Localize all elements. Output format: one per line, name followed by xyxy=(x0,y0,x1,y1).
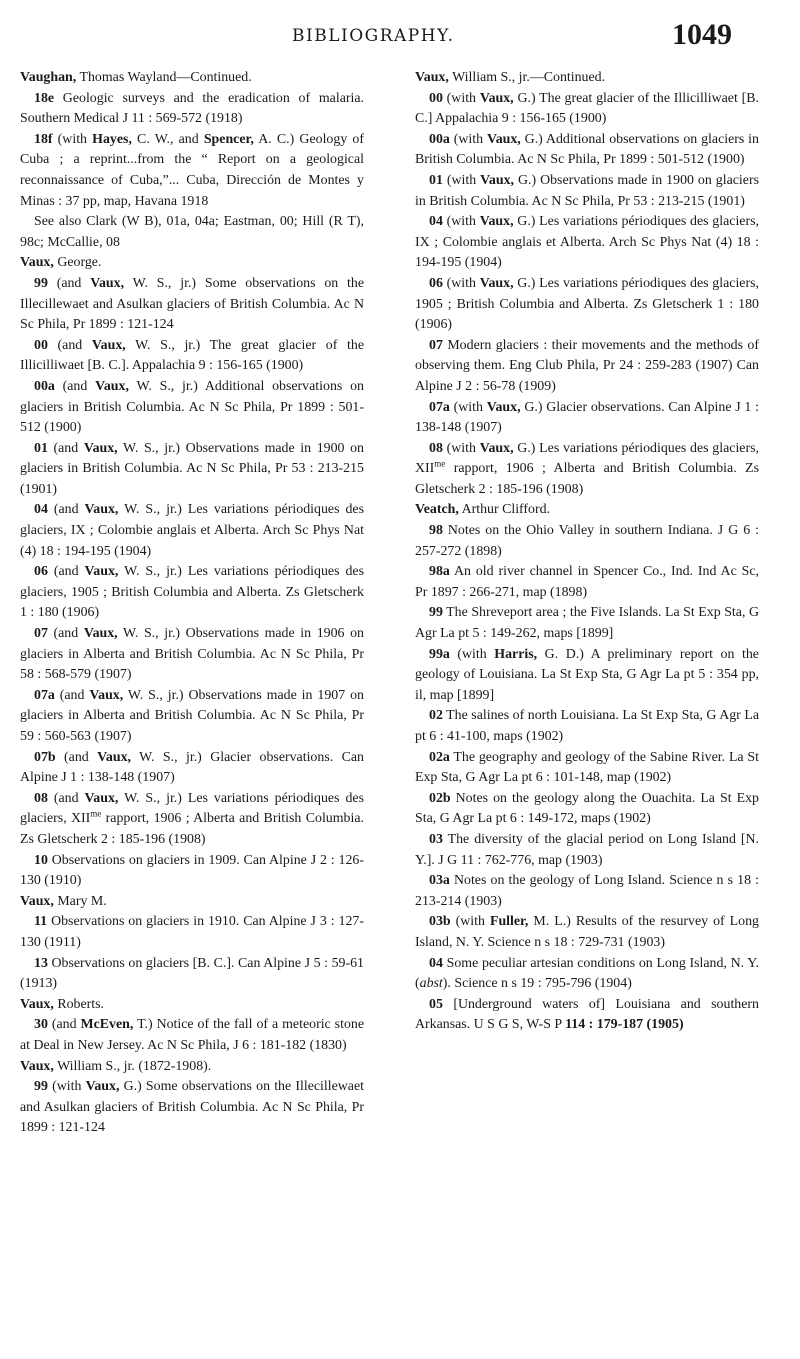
entry-text: G. D.) A preliminary report on the geology of Louisiana. La St Exp Sta, G Agr La pt 5 : 354 pp, il, map [1899] xyxy=(415,646,759,703)
bibliography-entry xyxy=(415,954,759,995)
entry-number: 98a xyxy=(429,564,450,580)
author-heading xyxy=(20,68,364,89)
coauthor-name: McEven, xyxy=(80,1017,134,1033)
bibliography-entry xyxy=(415,912,759,953)
entry-text: W. S., jr.) The great glacier of the Illicilliwaet [B. C.]. Appalachia 9 : 156-165 (1900) xyxy=(20,337,364,374)
entry-text: (with xyxy=(52,131,93,147)
bibliography-entry xyxy=(415,603,759,644)
entry-text: An old river channel in Spencer Co., Ind. Ind Ac Sc, Pr 1897 : 266-271, map (1898) xyxy=(415,564,759,600)
entry-text: G.) Observations made in 1900 on glaciers in British Columbia. Ac N Sc Phila, Pr 53 : 213-215 (1901) xyxy=(415,172,759,209)
entry-text: Modern glaciers : their movements and the methods of observing them. Eng Club Phila, Pr 24 : 259-283 (1907) Can Alpine J 2 : 56-78 (1909) xyxy=(415,337,759,394)
left-column xyxy=(20,68,364,1139)
entry-text: Notes on the geology of Long Island. Science n s 18 : 213-214 (1903) xyxy=(415,873,759,909)
coauthor-name: Vaux, xyxy=(479,440,514,456)
entry-number: 01 xyxy=(34,440,48,456)
coauthor-name: Vaux, xyxy=(486,399,521,415)
bibliography-entry xyxy=(20,789,364,851)
entry-text: ). Science n s 19 : 795-796 (1904) xyxy=(442,976,632,992)
entry-number: 04 xyxy=(429,955,443,971)
coauthor-name: Spencer, xyxy=(203,131,254,147)
author-name: Veatch, xyxy=(415,502,459,518)
author-name: Vaughan, xyxy=(20,70,77,85)
entry-number: 07b xyxy=(34,749,56,765)
author-detail: Thomas Wayland—Continued. xyxy=(76,70,252,85)
coauthor-name: Vaux, xyxy=(89,687,124,703)
entry-number: 99 xyxy=(34,275,48,291)
entry-number: 06 xyxy=(429,275,443,291)
bibliography-entry xyxy=(20,954,364,995)
entry-text: (with xyxy=(442,275,480,291)
entry-number: 07 xyxy=(429,337,443,353)
entry-text: Notes on the Ohio Valley in southern Indiana. J G 6 : 257-272 (1898) xyxy=(415,523,759,559)
entry-number: 99 xyxy=(429,605,443,621)
entry-text: C. W., and xyxy=(131,131,204,147)
bibliography-entry xyxy=(415,995,759,1036)
entry-text: (with xyxy=(442,440,480,456)
entry-number: 99a xyxy=(429,646,450,662)
bibliography-entry xyxy=(415,789,759,830)
bibliography-entry xyxy=(20,562,364,624)
entry-text: G.) Les variations périodiques des glaciers, XII xyxy=(415,440,759,477)
author-heading xyxy=(20,995,364,1016)
page-header xyxy=(0,18,800,58)
author-name: Vaux, xyxy=(20,996,54,1012)
author-heading xyxy=(415,500,759,521)
entry-text: W. S., jr.) Glacier observations. Can Alpine J 1 : 138-148 (1907) xyxy=(20,749,364,786)
author-detail: William S., jr. (1872-1908). xyxy=(53,1058,212,1074)
entry-text: [Underground waters of] Louisiana and southern Arkansas. U S G S, W-S P xyxy=(415,996,759,1033)
coauthor-name: Vaux, xyxy=(84,790,119,806)
entry-text: (and xyxy=(47,626,84,642)
coauthor-name: Vaux, xyxy=(479,90,514,106)
entry-text: A. C.) Geology of Cuba ; a reprint...from the “ Report on a geological reconnaissance of Cuba,”... Cuba, Dirección de Montes y Minas : 37 pp, map, Havana 1918 xyxy=(20,131,364,209)
entry-number: 04 xyxy=(34,502,48,518)
bibliography-entry xyxy=(20,686,364,748)
entry-number: 18f xyxy=(34,131,53,147)
entry-text: Geologic surveys and the eradication of malaria. Southern Medical J 11 : 569-572 (1918) xyxy=(20,90,364,127)
bibliography-entry xyxy=(415,274,759,336)
italic-note: abst xyxy=(419,976,443,992)
entry-number: 00 xyxy=(429,90,443,106)
entry-text: The salines of north Louisiana. La St Exp Sta, G Agr La pt 6 : 41-100, maps (1902) xyxy=(415,708,759,744)
entry-number: 30 xyxy=(34,1017,48,1033)
entry-text: (with xyxy=(442,172,481,188)
coauthor-name: Vaux, xyxy=(84,564,119,580)
entry-text: W. S., jr.) Les variations périodiques des glaciers, 1905 ; British Columbia and Alberta. Zs Gletscherk 1 : 180 (1906) xyxy=(20,564,364,621)
entry-text: Observations on glaciers in 1910. Can Alpine J 3 : 127-130 (1911) xyxy=(20,914,364,950)
bibliography-entry xyxy=(415,830,759,871)
bibliography-entry xyxy=(415,439,759,501)
coauthor-name: Vaux, xyxy=(90,275,125,291)
entry-text: Observations on glaciers in 1909. Can Alpine J 2 : 126-130 (1910) xyxy=(20,852,364,889)
entry-citation: 114 : 179-187 (1905) xyxy=(565,1017,684,1033)
bibliography-entry xyxy=(415,89,759,130)
bibliography-entry xyxy=(20,439,364,501)
entry-text: M. L.) Results of the resurvey of Long Island, N. Y. Science n s 18 : 729-731 (1903) xyxy=(415,914,759,950)
running-title: BIBLIOGRAPHY. xyxy=(292,26,455,46)
entry-text: The geography and geology of the Sabine River. La St Exp Sta, G Agr La pt 6 : 101-148, map (1902) xyxy=(415,749,759,786)
bibliography-entry xyxy=(415,645,759,707)
coauthor-name: Harris, xyxy=(494,646,538,662)
entry-text: (with xyxy=(442,90,480,106)
author-name: Vaux, xyxy=(20,893,54,909)
entry-number: 00 xyxy=(34,337,48,353)
bibliography-entry xyxy=(415,336,759,398)
entry-text: (with xyxy=(450,914,490,930)
entry-number: 03a xyxy=(429,873,450,889)
bibliography-entry xyxy=(415,398,759,439)
entry-text: (with xyxy=(47,1079,86,1095)
author-heading xyxy=(20,892,364,913)
entry-number: 00a xyxy=(34,378,55,394)
entry-number: 08 xyxy=(34,790,48,806)
bibliography-entry xyxy=(415,706,759,747)
entry-text: Notes on the geology along the Ouachita. La St Exp Sta, G Agr La pt 6 : 149-172, maps (1902) xyxy=(415,790,759,827)
entry-text: W. S., jr.) Observations made in 1906 on glaciers in Alberta and British Columbia. Ac N Sc Phila, Pr 58 : 568-579 (1907) xyxy=(20,626,364,683)
entry-text: (and xyxy=(47,564,85,580)
entry-text: (with xyxy=(449,646,495,662)
bibliography-entry xyxy=(415,521,759,562)
entry-number: 11 xyxy=(34,914,48,930)
bibliography-entry xyxy=(20,1077,364,1139)
entry-number: 03b xyxy=(429,914,451,930)
author-heading xyxy=(415,68,759,89)
entry-number: 02b xyxy=(429,790,451,806)
entry-number: 01 xyxy=(429,172,443,188)
bibliography-entry xyxy=(415,130,759,171)
bibliography-entry xyxy=(20,130,364,212)
entry-text: G.) Additional observations on glaciers in British Columbia. Ac N Sc Phila, Pr 1899 : 501-512 (1900) xyxy=(415,131,759,168)
bibliography-entry xyxy=(415,562,759,603)
entry-number: 18e xyxy=(34,90,55,106)
coauthor-name: Hayes, xyxy=(92,131,132,147)
see-also-note xyxy=(20,212,364,253)
author-detail: Mary M. xyxy=(53,893,107,909)
author-heading xyxy=(20,253,364,274)
entry-number: 07 xyxy=(34,626,48,642)
coauthor-name: Vaux, xyxy=(91,337,126,353)
entry-number: 99 xyxy=(34,1079,48,1095)
entry-number: 07a xyxy=(34,687,55,703)
superscript: me xyxy=(90,808,102,819)
bibliography-entry xyxy=(415,171,759,212)
entry-number: 13 xyxy=(34,955,48,971)
entry-text: G.) Les variations périodiques des glaciers, IX ; Colombie anglais et Alberta. Arch Sc Phys Nat (4) 18 : 194-195 (1904) xyxy=(415,214,759,271)
entry-text: G.) Les variations périodiques des glaciers, 1905 ; British Columbia and Alberta. Zs Gletscherk 1 : 180 (1906) xyxy=(415,275,759,333)
entry-text: G.) Some observations on the Illecillewaet and Asulkan glaciers of British Columbia. Ac N Sc Phila, Pr 1899 : 121-124 xyxy=(20,1079,364,1136)
coauthor-name: Vaux, xyxy=(480,172,515,188)
author-name: Vaux, xyxy=(20,255,54,271)
coauthor-name: Vaux, xyxy=(83,626,118,642)
entry-number: 05 xyxy=(429,996,443,1012)
bibliography-entry xyxy=(20,336,364,377)
coauthor-name: Vaux, xyxy=(479,214,514,230)
entry-text: See also Clark (W B), 01a, 04a; Eastman, 00; Hill (R T), 98c; McCallie, 08 xyxy=(20,214,364,250)
entry-text: rapport, 1906 ; Alberta and British Columbia. Zs Gletscherk 2 : 185-196 (1908) xyxy=(415,461,759,497)
author-heading xyxy=(20,1057,364,1078)
author-detail: Arthur Clifford. xyxy=(458,502,551,518)
entry-text: T.) Notice of the fall of a meteoric stone at Deal in New Jersey. Ac N Sc Phila, J 6 : 181-182 (1830) xyxy=(20,1017,364,1053)
entry-text: W. S., jr.) Les variations périodiques des glaciers, XII xyxy=(20,790,364,827)
page-number: 1049 xyxy=(672,18,732,51)
bibliography-entry xyxy=(20,748,364,789)
author-detail: Roberts. xyxy=(53,996,105,1012)
superscript: me xyxy=(434,458,446,469)
coauthor-name: Vaux, xyxy=(95,378,129,394)
bibliography-entry xyxy=(20,624,364,686)
bibliography-entry xyxy=(20,912,364,953)
coauthor-name: Vaux, xyxy=(486,131,521,147)
coauthor-name: Vaux, xyxy=(85,1079,120,1095)
bibliography-entry xyxy=(20,500,364,562)
entry-text: (and xyxy=(47,275,91,291)
entry-number: 98 xyxy=(429,523,443,539)
entry-text: Observations on glaciers [B. C.]. Can Alpine J 5 : 59-61 (1913) xyxy=(20,955,364,992)
coauthor-name: Vaux, xyxy=(84,502,119,518)
author-name: Vaux, xyxy=(415,70,449,85)
author-detail: William S., jr.—Continued. xyxy=(448,70,606,85)
entry-text: Some peculiar artesian conditions on Long Island, N. Y. ( xyxy=(415,955,759,992)
bibliography-entry xyxy=(415,871,759,912)
coauthor-name: Vaux, xyxy=(83,440,118,456)
entry-text: (and xyxy=(47,790,85,806)
bibliography-entry xyxy=(20,851,364,892)
entry-text: The diversity of the glacial period on Long Island [N. Y.]. J G 11 : 762-776, map (1903) xyxy=(415,831,759,868)
entry-text: (and xyxy=(54,378,96,394)
entry-text: (with xyxy=(449,131,487,147)
entry-number: 10 xyxy=(34,852,48,868)
entry-text: The Shreveport area ; the Five Islands. La St Exp Sta, G Agr La pt 5 : 149-262, maps [1899] xyxy=(415,605,759,642)
bibliography-entry xyxy=(415,212,759,274)
entry-text: W. S., jr.) Additional observations on glaciers in British Columbia. Ac N Sc Phila, Pr 1899 : 501-512 (1900) xyxy=(20,378,364,436)
right-column xyxy=(415,68,759,1036)
entry-number: 08 xyxy=(429,440,443,456)
entry-number: 02 xyxy=(429,708,443,724)
entry-text: (and xyxy=(47,337,92,353)
entry-text: W. S., jr.) Observations made in 1907 on glaciers in Alberta and British Columbia. Ac N Sc Phila, Pr 59 : 560-563 (1907) xyxy=(20,687,364,744)
bibliography-entry xyxy=(20,274,364,336)
entry-text: W. S., jr.) Observations made in 1900 on glaciers in British Columbia. Ac N Sc Phila, Pr 53 : 213-215 (1901) xyxy=(20,440,364,497)
bibliography-entry xyxy=(20,377,364,439)
author-name: Vaux, xyxy=(20,1058,54,1074)
entry-text: (and xyxy=(55,749,98,765)
entry-text: W. S., jr.) Les variations périodiques des glaciers, IX ; Colombie anglais et Alberta. Arch Sc Phys Nat (4) 18 : 194-195 (1904) xyxy=(20,502,364,559)
entry-text: (and xyxy=(47,502,85,518)
entry-text: (with xyxy=(442,214,480,230)
entry-text: (and xyxy=(54,687,90,703)
entry-text: G.) The great glacier of the Illicilliwaet [B. C.] Appalachia 9 : 156-165 (1900) xyxy=(415,90,759,127)
coauthor-name: Vaux, xyxy=(479,275,514,291)
entry-text: (and xyxy=(47,1017,81,1033)
entry-number: 02a xyxy=(429,749,450,765)
entry-text: G.) Glacier observations. Can Alpine J 1 : 138-148 (1907) xyxy=(415,399,759,436)
entry-text: W. S., jr.) Some observations on the Illecillewaet and Asulkan glaciers of British Columbia. Ac N Sc Phila, Pr 1899 : 121-124 xyxy=(20,275,364,333)
coauthor-name: Vaux, xyxy=(97,749,132,765)
entry-number: 07a xyxy=(429,399,450,415)
entry-number: 00a xyxy=(429,131,450,147)
entry-text: rapport, 1906 ; Alberta and British Columbia. Zs Gletscherk 2 : 185-196 (1908) xyxy=(20,811,364,847)
bibliography-entry xyxy=(20,89,364,130)
entry-text: (with xyxy=(449,399,487,415)
coauthor-name: Fuller, xyxy=(489,914,529,930)
author-detail: George. xyxy=(53,255,102,271)
entry-text: (and xyxy=(47,440,84,456)
entry-number: 04 xyxy=(429,214,443,230)
bibliography-entry xyxy=(415,748,759,789)
entry-number: 06 xyxy=(34,564,48,580)
entry-number: 03 xyxy=(429,831,443,847)
bibliography-entry xyxy=(20,1015,364,1056)
